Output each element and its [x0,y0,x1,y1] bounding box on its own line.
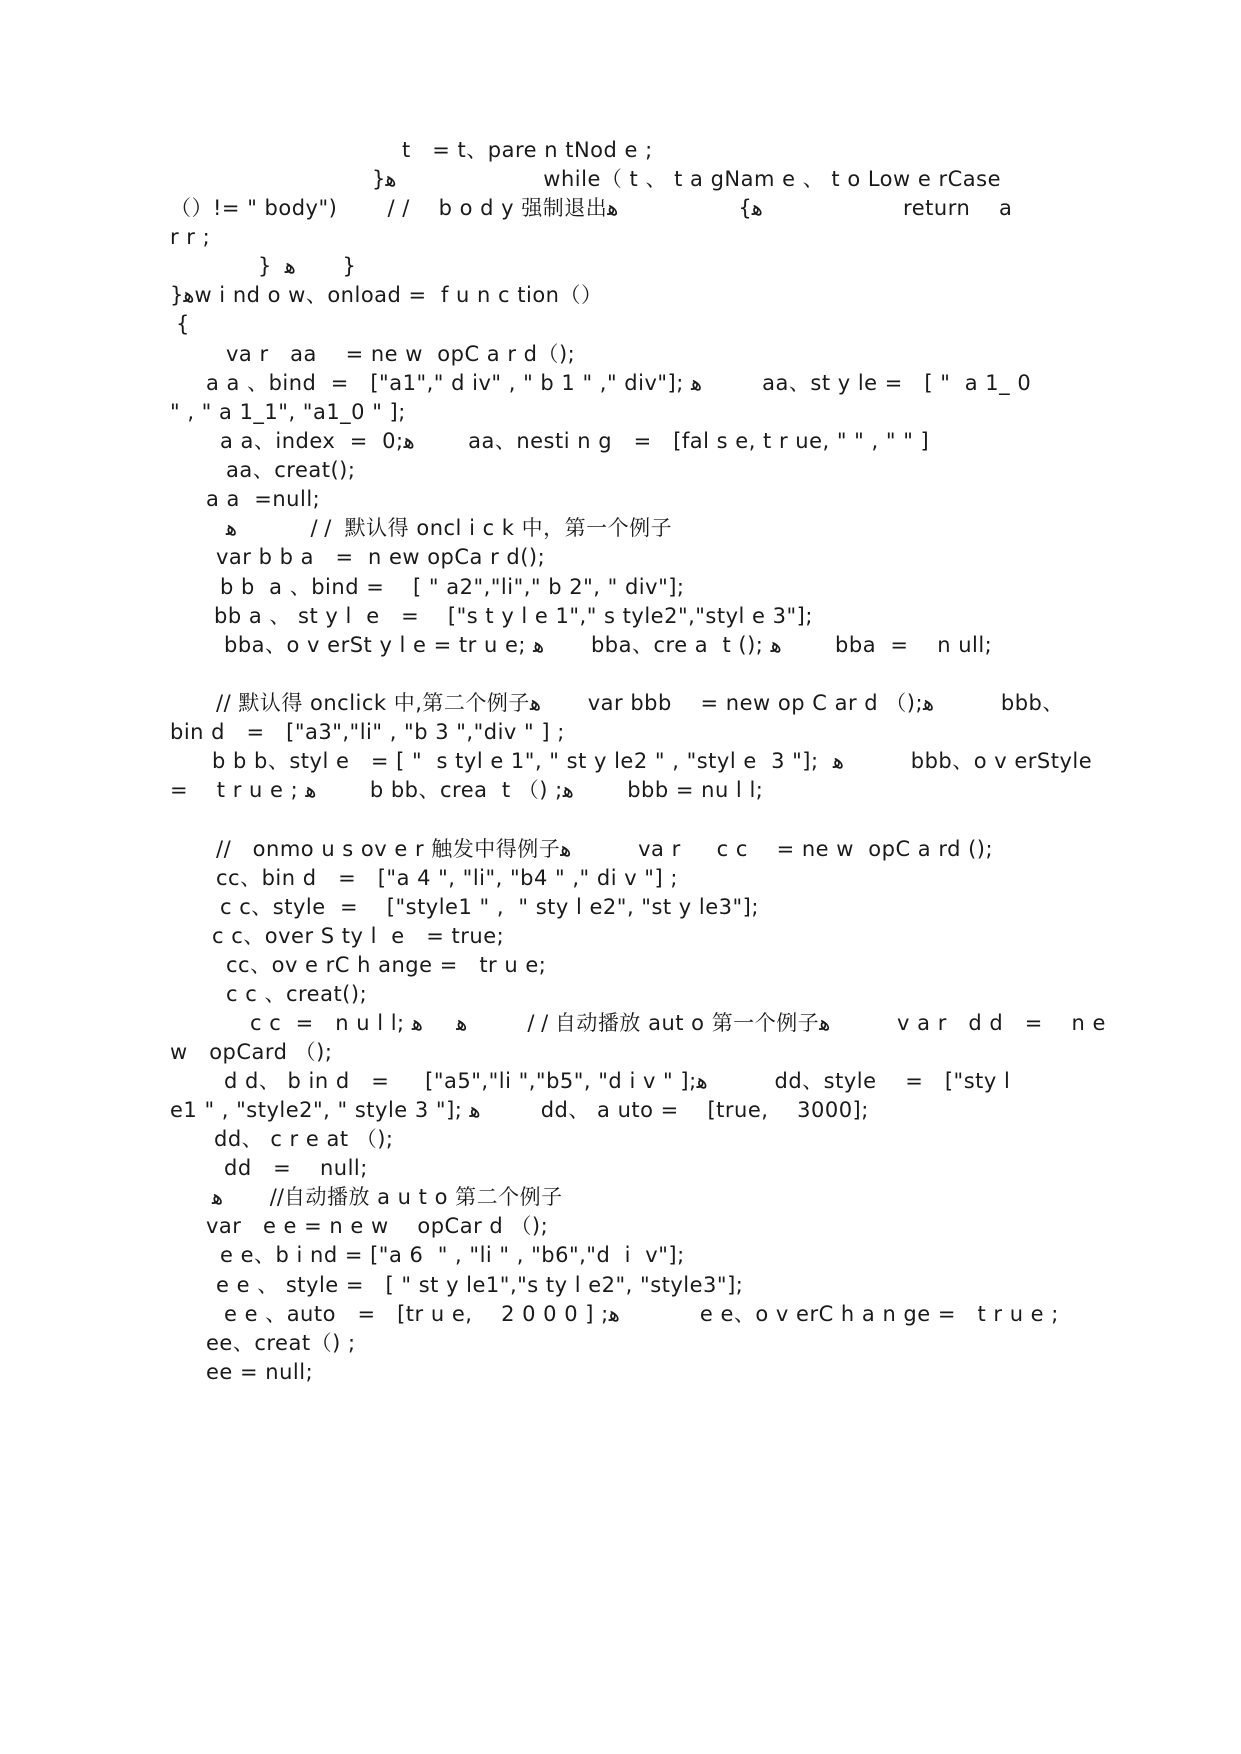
code-line-8: va r aa = ne w opC a r d（); [226,342,576,366]
code-line-26: c c、over S ty l e = true; [212,924,505,948]
code-line-2: }ﻫ while（ t 、 t a gNam e 、 t o Low e rCase [372,167,1001,191]
code-line-10: " , " a 1_1", "a1_0 " ]; [170,400,406,424]
code-line-32: e1 " , "style2", " style 3 "]; ﻫ dd、 a uto = [true, 3000]; [170,1098,869,1122]
code-line-31: d d、 b in d = ["a5","li ","b5", "d i v " ];ﻫ dd、style = ["sty l [224,1069,1011,1093]
code-line-20: bin d = ["a3","li" , "b 3 ","div " ] ; [170,720,565,744]
code-line-7: { [176,312,190,336]
code-line-18: bba、o v erSt y l e = tr u e; ﻫ bba、cre a t (); ﻫ bba = n ull; [224,633,993,657]
code-line-21: b b b、styl e = [ " s tyl e 1", " st y le2 " , "styl e 3 "]; ﻫ bbb、o v erStyle [212,749,1093,773]
code-line-30: w opCard （); [170,1040,333,1064]
code-line-40: ee、creat（) ; [206,1331,356,1355]
code-line-34: dd = null; [224,1156,368,1180]
code-line-1: t = t、pare n tNod e ; [402,138,653,162]
code-line-22: = t r u e ; ﻫ b bb、crea t （) ;ﻫ bbb = nu l l; [170,778,764,802]
code-line-13: a a =null; [206,487,321,511]
code-line-38: e e 、 style = [ " st y le1","s ty l e2", "style3"]; [216,1273,744,1297]
code-line-25: c c、style = ["style1 " , " sty l e2", "st y le3"]; [220,895,759,919]
code-line-37: e e、b i nd = ["a 6 " , "li " , "b6","d i v"]; [220,1243,685,1267]
code-line-16: b b a 、bind = [ " a2","li"," b 2", " div"]; [220,575,685,599]
code-line-3: （）!= " body") / / b o d y 强制退出ﻫ} ﻫ return a [170,196,1013,220]
code-line-41: ee = null; [206,1360,314,1384]
code-line-35: ﻫ //自动播放 a u t o 第二个例子 [212,1185,563,1209]
code-line-36: var e e = n e w opCar d （); [206,1214,549,1238]
code-line-23: // onmo u s ov e r 触发中得例子ﻫ va r c c = ne w opC a rd (); [216,837,994,861]
code-line-5: } ﻫ } [258,254,356,278]
code-line-39: e e 、auto = [tr u e, 2 0 0 0 ] ;ﻫ e e、o v erC h a n ge = t r u e ; [224,1302,1059,1326]
code-line-33: dd、 c r e at （); [214,1127,394,1151]
code-line-6: }ﻫw i nd o w、onload = f u n c tion（） [170,283,603,307]
code-line-29: c c = n u l l; ﻫ ﻫ / / 自动播放 aut o 第一个例子ﻫ v a r d d = n e [250,1011,1106,1035]
code-line-14: ﻫ / / 默认得 oncl i c k 中，第一个例子 [226,516,673,540]
code-line-12: aa、creat(); [226,458,356,482]
code-line-4: r r ; [170,225,211,249]
code-line-9: a a 、bind = ["a1"," d iv" , " b 1 " ," div"]; ﻫ aa、st y le = [ " a 1_ 0 [206,371,1032,395]
code-line-19: // 默认得 onclick 中,第二个例子ﻫ var bbb = new op C ar d （);ﻫ bbb、 [216,691,1064,715]
code-line-27: cc、ov e rC h ange = tr u e; [226,953,547,977]
code-line-15: var b b a = n ew opCa r d(); [216,545,546,569]
code-line-17: bb a 、 st y l e = ["s t y l e 1"," s tyle2","styl e 3"]; [214,604,813,628]
code-line-24: cc、bin d = ["a 4 ", "li", "b4 " ," di v "] ; [216,866,678,890]
code-line-28: c c 、creat(); [226,982,368,1006]
code-line-11: a a、index = 0;ﻫ aa、nesti n g = [fal s e, t r ue, " " , " " ] [220,429,930,453]
